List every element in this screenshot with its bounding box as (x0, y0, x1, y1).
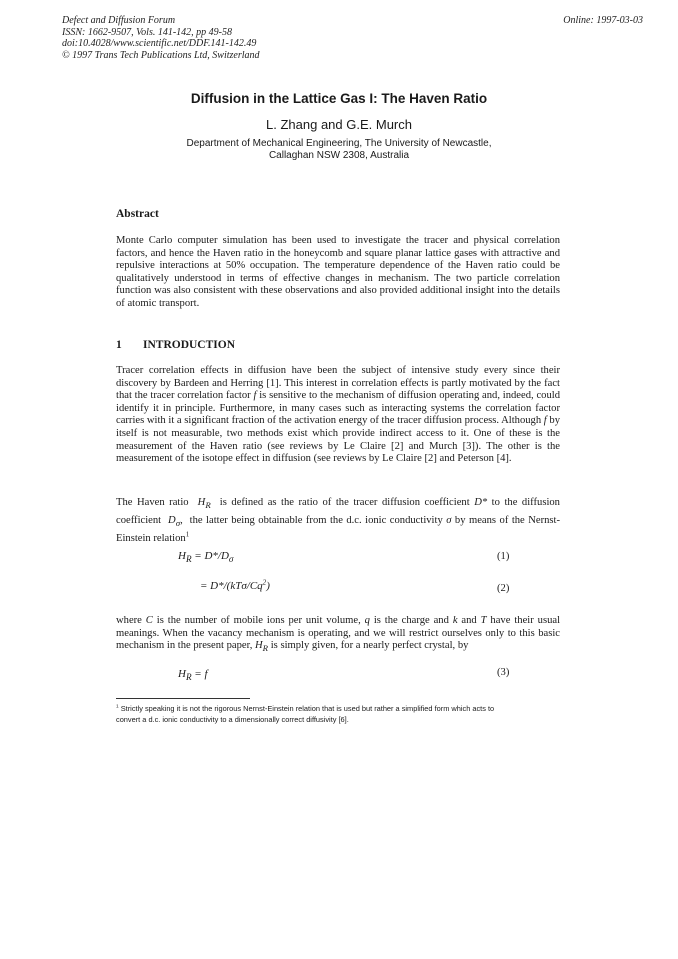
intro-paragraph-3: where C is the number of mobile ions per unit volume, q is the charge and k and T have their usual meanings. When the vacancy mechanism is operating, and we will restrict ourselves only to this basic mechanism in the present paper, $H_R$ is simply given, for a nearly perfect crystal, by (116, 615, 561, 654)
copyright-line: © 1997 Trans Tech Publications Ltd, Switzerland (62, 49, 260, 61)
author-affiliation (0, 138, 678, 162)
equation-1-number: (1) (497, 551, 510, 562)
journal-header (62, 15, 422, 61)
section-title: INTRODUCTION (143, 339, 236, 351)
equation-1: $H_R = D*/D_\sigma$ (178, 550, 234, 565)
footnote-rule (116, 698, 250, 699)
equation-3: $H_R = f$ (178, 668, 208, 683)
abstract-heading: Abstract (116, 208, 159, 220)
online-date: Online: 1997-03-03 (563, 15, 643, 26)
paper-title: Diffusion in the Lattice Gas I: The Haven Ratio (190, 91, 488, 106)
paper-authors: L. Zhang and G.E. Murch (266, 117, 412, 132)
intro-paragraph-1: Tracer correlation effects in diffusion have been the subject of intensive study every since their discovery by Bardeen and Herring [1]. This interest in correlation effects is partly motivated by the fact that the tracer correlation factor f is sensitive to the mechanism of diffusion operating and, indeed, could identify it in principle. Furthermore, in many cases such as interacting systems the correlation factor carries with it a significant fraction of the activation energy of the tracer diffusion process. Although f by itself is not measurable, two methods exist which provide indirect access to it. One of these is the measurement of the Haven ratio (see reviews by Le Claire [2] and Murch [3]). The other is the measurement of the isotope effect in diffusion (see reviews by Le Claire [2] and Peterson [4]. (116, 365, 561, 465)
equation-2-number: (2) (497, 583, 510, 594)
footnote-marker: 1 (116, 704, 119, 710)
intro-paragraph-2: The Haven ratio $H_R$ is defined as the ratio of the tracer diffusion coefficient D* to the diffusion coefficient $D_\sigma$, the latter being obtainable from the d.c. ionic conductivity σ by means of the Nernst-Einstein relation$^1$ (116, 497, 560, 545)
footnote-line-2: convert a d.c. ionic conductivity to a dimensionally correct diffusivity [6]. (116, 715, 349, 724)
section-heading (116, 339, 235, 351)
section-number: 1 (116, 339, 122, 351)
doi-link[interactable]: doi:10.4028/www.scientific.net/DDF.141-142.49 (62, 38, 257, 49)
affiliation-line-1: Department of Mechanical Engineering, The University of Newcastle, (186, 138, 492, 149)
equation-3-number: (3) (497, 667, 510, 678)
equation-2: = $D*/(kT\sigma/Cq^2)$ (200, 578, 270, 592)
affiliation-line-2: Callaghan NSW 2308, Australia (268, 150, 410, 161)
abstract-text: Monte Carlo computer simulation has been used to investigate the tracer and physical correlation factors, and hence the Haven ratio in the honeycomb and square planar lattice gases with attractive and repulsive interactions at 50% occupation. The temperature dependence of the Haven ratio could be qualitatively understood in terms of effective changes in mechanism. The two particle correlation function was also consistent with these observations and also provided additional insight into the details of atomic transport. (116, 235, 560, 309)
journal-name: Defect and Diffusion Forum (62, 15, 176, 26)
footnote-line-1: Strictly speaking it is not the rigorous Nernst-Einstein relation that is used but rather a simplified form which acts to (120, 704, 495, 713)
issn-line: ISSN: 1662-9507, Vols. 141-142, pp 49-58 (62, 26, 232, 38)
footnote (116, 703, 562, 725)
